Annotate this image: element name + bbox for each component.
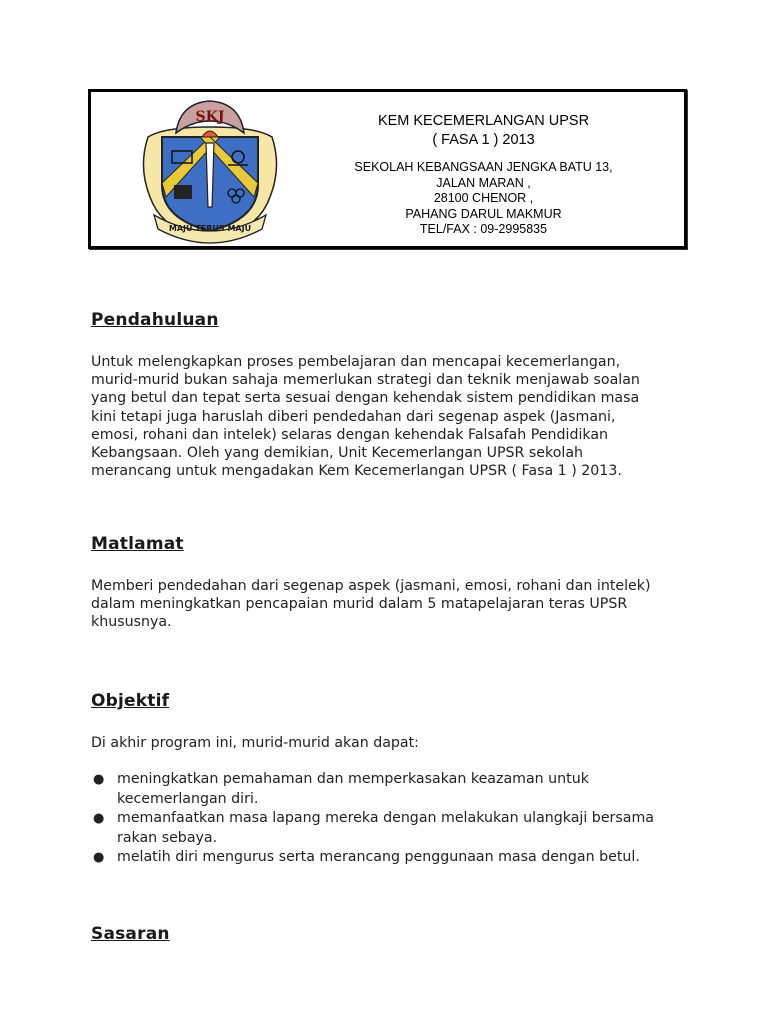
pendahuluan-line: merancang untuk mengadakan Kem Kecemerlangan UPSR ( Fasa 1 ) 2013. — [91, 463, 622, 480]
list-item-line: kecemerlangan diri. — [117, 790, 259, 807]
objektif-list — [91, 770, 711, 868]
bullet-icon: ● — [93, 811, 105, 826]
list-item — [91, 848, 711, 868]
camp-title: KEM KECEMERLANGAN UPSR — [377, 113, 590, 129]
pendahuluan-line: yang betul dan tepat serta sesuai dengan kehendak sistem pendidikan masa — [91, 390, 640, 407]
bullet-icon: ● — [93, 772, 105, 787]
heading-pendahuluan: Pendahuluan — [91, 310, 219, 330]
address-line-school: SEKOLAH KEBANGSAAN JENGKA BATU 13, — [354, 160, 613, 174]
crest-motto: MAJU TERUS MAJU — [168, 224, 252, 233]
objektif-intro: Di akhir program ini, murid-murid akan dapat: — [91, 735, 419, 751]
school-crest-logo — [136, 97, 284, 247]
list-item-line: meningkatkan pemahaman dan memperkasakan keazaman untuk — [117, 771, 589, 787]
pendahuluan-line: kini tetapi juga haruslah diberi pendedahan dari segenap aspek (Jasmani, — [91, 408, 616, 425]
svg-text:SKJ: SKJ — [195, 109, 225, 125]
list-item — [91, 809, 711, 848]
list-item — [91, 770, 711, 809]
letterhead-box — [88, 89, 687, 249]
list-item-line: memanfaatkan masa lapang mereka dengan melakukan ulangkaji bersama — [117, 810, 654, 826]
matlamat-line: Memberi pendedahan dari segenap aspek (jasmani, emosi, rohani dan intelek) — [91, 578, 651, 594]
camp-phase: ( FASA 1 ) 2013 — [432, 132, 535, 148]
pendahuluan-line: Kebangsaan. Oleh yang demikian, Unit Kecemerlangan UPSR sekolah — [91, 445, 584, 462]
address-line-state: PAHANG DARUL MAKMUR — [405, 206, 562, 221]
list-item-line: rakan sebaya. — [117, 829, 218, 846]
heading-sasaran: Sasaran — [91, 924, 170, 944]
matlamat-line: dalam meningkatkan pencapaian murid dalam 5 matapelajaran teras UPSR — [91, 596, 628, 613]
address-line-phone: TEL/FAX : 09-2995835 — [419, 222, 548, 236]
pendahuluan-line: Untuk melengkapkan proses pembelajaran dan mencapai kecemerlangan, — [91, 354, 621, 370]
address-line-postcode: 28100 CHENOR , — [433, 191, 534, 205]
bullet-icon: ● — [93, 850, 105, 865]
pendahuluan-line: emosi, rohani dan intelek) selaras dengan kehendak Falsafah Pendidikan — [91, 426, 609, 443]
letterhead-text — [321, 92, 646, 238]
pendahuluan-line: murid-murid bukan sahaja memerlukan strategi dan teknik menjawab soalan — [91, 372, 640, 389]
list-item-line: melatih diri mengurus serta merancang penggunaan masa dengan betul. — [117, 849, 640, 865]
matlamat-line: khususnya. — [91, 614, 172, 631]
school-address — [321, 160, 646, 238]
camp-title-block — [321, 112, 646, 150]
heading-objektif: Objektif — [91, 691, 170, 711]
matlamat-paragraph — [91, 577, 691, 632]
heading-matlamat: Matlamat — [91, 534, 184, 554]
pendahuluan-paragraph — [91, 353, 691, 480]
address-line-street: JALAN MARAN , — [436, 175, 531, 190]
